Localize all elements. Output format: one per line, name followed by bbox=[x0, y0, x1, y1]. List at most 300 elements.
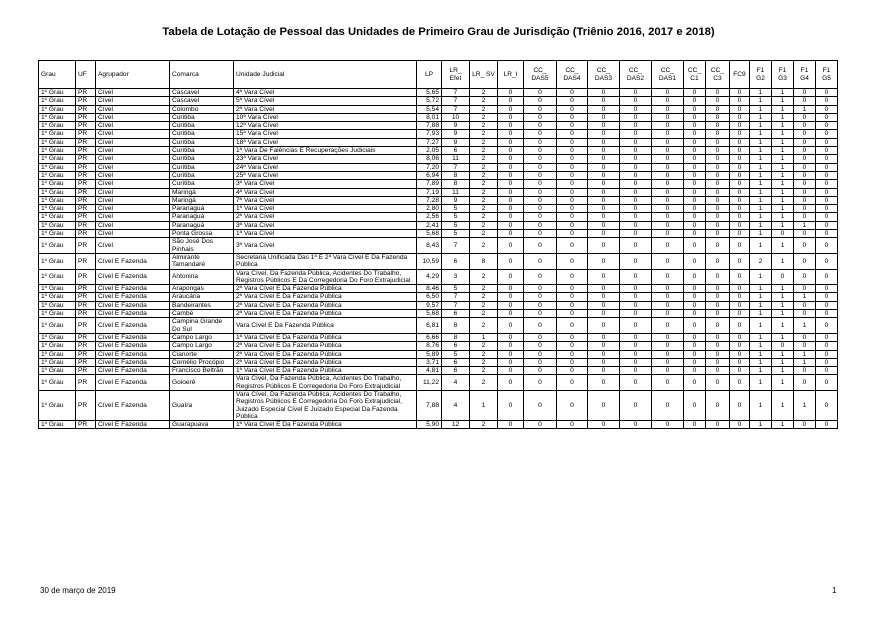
cell-cc-c3: 0 bbox=[706, 367, 730, 375]
cell-cc-das3: 0 bbox=[588, 375, 620, 391]
cell-lr-sv: 2 bbox=[470, 155, 498, 163]
cell-f1-g4: 0 bbox=[794, 180, 816, 188]
cell-uf: PR bbox=[76, 310, 96, 318]
table-header-row bbox=[39, 61, 838, 89]
cell-unidade-judicial: 2ª Vara Cível bbox=[234, 105, 417, 113]
cell-lr-sv: 2 bbox=[470, 89, 498, 97]
cell-cc-c3: 0 bbox=[706, 205, 730, 213]
cell-comarca: Araucária bbox=[170, 293, 234, 301]
cell-lr-efet: 11 bbox=[442, 188, 470, 196]
cell-f1-g4: 0 bbox=[794, 196, 816, 204]
table-row bbox=[39, 188, 838, 196]
cell-f1-g5: 0 bbox=[816, 375, 838, 391]
cell-lr-i: 0 bbox=[498, 269, 524, 285]
cell-lr-i: 0 bbox=[498, 180, 524, 188]
cell-agrupador: Cível E Fazenda bbox=[96, 421, 170, 429]
cell-grau: 1º Grau bbox=[39, 269, 76, 285]
cell-f1-g4: 0 bbox=[794, 421, 816, 429]
cell-cc-c1: 0 bbox=[684, 269, 706, 285]
table-row bbox=[39, 342, 838, 350]
cell-cc-c1: 0 bbox=[684, 147, 706, 155]
cell-f1-g4: 1 bbox=[794, 293, 816, 301]
cell-lp: 9,57 bbox=[417, 301, 442, 309]
cell-lr-efet: 8 bbox=[442, 171, 470, 179]
cell-cc-c1: 0 bbox=[684, 97, 706, 105]
table-row bbox=[39, 269, 838, 285]
cell-cc-das3: 0 bbox=[588, 421, 620, 429]
cell-uf: PR bbox=[76, 390, 96, 420]
cell-f1-g3: 1 bbox=[772, 138, 794, 146]
cell-lr-efet: 9 bbox=[442, 122, 470, 130]
cell-lr-efet: 5 bbox=[442, 350, 470, 358]
cell-lr-efet: 6 bbox=[442, 367, 470, 375]
cell-cc-c3: 0 bbox=[706, 342, 730, 350]
cell-uf: PR bbox=[76, 163, 96, 171]
cell-lr-sv: 2 bbox=[470, 163, 498, 171]
cell-agrupador: Cível E Fazenda bbox=[96, 293, 170, 301]
cell-grau: 1º Grau bbox=[39, 105, 76, 113]
cell-cc-das1: 0 bbox=[652, 213, 684, 221]
cell-cc-das5: 0 bbox=[524, 375, 557, 391]
cell-cc-das2: 0 bbox=[620, 171, 652, 179]
cell-cc-c1: 0 bbox=[684, 196, 706, 204]
table-row bbox=[39, 318, 838, 334]
cell-fc9: 0 bbox=[730, 421, 750, 429]
cell-uf: PR bbox=[76, 213, 96, 221]
cell-f1-g4: 0 bbox=[794, 238, 816, 254]
cell-f1-g3: 0 bbox=[772, 342, 794, 350]
cell-lr-i: 0 bbox=[498, 188, 524, 196]
cell-f1-g5: 0 bbox=[816, 390, 838, 420]
cell-lr-sv: 2 bbox=[470, 97, 498, 105]
cell-lr-i: 0 bbox=[498, 205, 524, 213]
cell-comarca: Paranaguá bbox=[170, 213, 234, 221]
cell-cc-c3: 0 bbox=[706, 333, 730, 341]
cell-cc-das4: 0 bbox=[557, 253, 588, 269]
cell-cc-das4: 0 bbox=[557, 97, 588, 105]
cell-f1-g5: 0 bbox=[816, 238, 838, 254]
cell-f1-g4: 0 bbox=[794, 147, 816, 155]
cell-lr-sv: 2 bbox=[470, 113, 498, 121]
cell-cc-das3: 0 bbox=[588, 238, 620, 254]
cell-lr-sv: 1 bbox=[470, 390, 498, 420]
cell-cc-das1: 0 bbox=[652, 171, 684, 179]
cell-unidade-judicial: 18ª Vara Cível bbox=[234, 138, 417, 146]
cell-comarca: Guarapuava bbox=[170, 421, 234, 429]
column-header-lp: LP bbox=[417, 61, 442, 89]
table-row bbox=[39, 130, 838, 138]
cell-cc-das3: 0 bbox=[588, 293, 620, 301]
cell-unidade-judicial: 3ª Vara Cível bbox=[234, 238, 417, 254]
cell-grau: 1º Grau bbox=[39, 188, 76, 196]
cell-lr-efet: 11 bbox=[442, 155, 470, 163]
cell-f1-g5: 0 bbox=[816, 269, 838, 285]
cell-cc-das5: 0 bbox=[524, 285, 557, 293]
cell-comarca: Cambé bbox=[170, 310, 234, 318]
cell-lp: 5,72 bbox=[417, 97, 442, 105]
cell-grau: 1º Grau bbox=[39, 358, 76, 366]
cell-cc-c3: 0 bbox=[706, 97, 730, 105]
cell-grau: 1º Grau bbox=[39, 213, 76, 221]
cell-agrupador: Cível bbox=[96, 188, 170, 196]
cell-agrupador: Cível bbox=[96, 147, 170, 155]
cell-comarca: Curitiba bbox=[170, 163, 234, 171]
table-row bbox=[39, 171, 838, 179]
cell-unidade-judicial: Vara Cível E Da Fazenda Pública bbox=[234, 318, 417, 334]
cell-lr-i: 0 bbox=[498, 390, 524, 420]
cell-f1-g5: 0 bbox=[816, 97, 838, 105]
cell-lr-efet: 5 bbox=[442, 221, 470, 229]
cell-f1-g5: 0 bbox=[816, 342, 838, 350]
column-header-cc-das4: CC_ DAS4 bbox=[557, 61, 588, 89]
cell-grau: 1º Grau bbox=[39, 421, 76, 429]
cell-unidade-judicial: 2ª Vara Cível E Da Fazenda Pública bbox=[234, 301, 417, 309]
cell-lr-efet: 8 bbox=[442, 318, 470, 334]
cell-comarca: Cascavel bbox=[170, 89, 234, 97]
cell-cc-c3: 0 bbox=[706, 230, 730, 238]
cell-lp: 4,81 bbox=[417, 367, 442, 375]
cell-agrupador: Cível E Fazenda bbox=[96, 342, 170, 350]
cell-fc9: 0 bbox=[730, 180, 750, 188]
cell-f1-g4: 0 bbox=[794, 285, 816, 293]
column-header-cc-c3: CC_ C3 bbox=[706, 61, 730, 89]
cell-cc-das4: 0 bbox=[557, 293, 588, 301]
cell-agrupador: Cível E Fazenda bbox=[96, 390, 170, 420]
cell-f1-g3: 1 bbox=[772, 147, 794, 155]
cell-cc-das2: 0 bbox=[620, 375, 652, 391]
cell-f1-g3: 1 bbox=[772, 171, 794, 179]
cell-f1-g4: 0 bbox=[794, 301, 816, 309]
cell-agrupador: Cível bbox=[96, 155, 170, 163]
cell-unidade-judicial: 23ª Vara Cível bbox=[234, 155, 417, 163]
cell-f1-g4: 0 bbox=[794, 130, 816, 138]
cell-cc-das2: 0 bbox=[620, 269, 652, 285]
cell-agrupador: Cível bbox=[96, 205, 170, 213]
cell-uf: PR bbox=[76, 230, 96, 238]
cell-unidade-judicial: 12ª Vara Cível bbox=[234, 122, 417, 130]
cell-cc-c1: 0 bbox=[684, 105, 706, 113]
cell-cc-das1: 0 bbox=[652, 421, 684, 429]
cell-f1-g3: 1 bbox=[772, 293, 794, 301]
cell-cc-das3: 0 bbox=[588, 213, 620, 221]
cell-f1-g2: 1 bbox=[750, 113, 772, 121]
cell-f1-g5: 0 bbox=[816, 358, 838, 366]
cell-f1-g2: 1 bbox=[750, 350, 772, 358]
cell-lr-i: 0 bbox=[498, 375, 524, 391]
cell-f1-g3: 1 bbox=[772, 213, 794, 221]
cell-lr-sv: 2 bbox=[470, 293, 498, 301]
cell-f1-g5: 0 bbox=[816, 105, 838, 113]
cell-f1-g2: 1 bbox=[750, 318, 772, 334]
cell-agrupador: Cível bbox=[96, 130, 170, 138]
cell-comarca: Francisco Beltrão bbox=[170, 367, 234, 375]
cell-lr-sv: 2 bbox=[470, 205, 498, 213]
cell-cc-das4: 0 bbox=[557, 230, 588, 238]
cell-unidade-judicial: 1ª Vara Cível E Da Fazenda Pública bbox=[234, 367, 417, 375]
cell-cc-das4: 0 bbox=[557, 333, 588, 341]
cell-lr-i: 0 bbox=[498, 301, 524, 309]
cell-unidade-judicial: 24ª Vara Cível bbox=[234, 163, 417, 171]
cell-lp: 6,94 bbox=[417, 171, 442, 179]
cell-cc-c1: 0 bbox=[684, 375, 706, 391]
cell-f1-g4: 0 bbox=[794, 89, 816, 97]
cell-agrupador: Cível E Fazenda bbox=[96, 269, 170, 285]
cell-cc-das1: 0 bbox=[652, 293, 684, 301]
cell-cc-das5: 0 bbox=[524, 213, 557, 221]
cell-unidade-judicial: 2ª Vara Cível E Da Fazenda Pública bbox=[234, 310, 417, 318]
cell-fc9: 0 bbox=[730, 318, 750, 334]
cell-lr-i: 0 bbox=[498, 367, 524, 375]
cell-cc-das5: 0 bbox=[524, 196, 557, 204]
cell-f1-g2: 1 bbox=[750, 97, 772, 105]
cell-f1-g2: 1 bbox=[750, 301, 772, 309]
cell-cc-das1: 0 bbox=[652, 269, 684, 285]
cell-unidade-judicial: 1ª Vara De Falências E Recuperações Judiciais bbox=[234, 147, 417, 155]
cell-f1-g2: 1 bbox=[750, 138, 772, 146]
cell-unidade-judicial: Secretaria Unificada Das 1ª E 2ª Vara Cível E Da Fazenda Pública bbox=[234, 253, 417, 269]
cell-f1-g2: 2 bbox=[750, 253, 772, 269]
cell-comarca: Curitiba bbox=[170, 122, 234, 130]
cell-cc-c1: 0 bbox=[684, 205, 706, 213]
cell-f1-g4: 0 bbox=[794, 253, 816, 269]
cell-cc-c1: 0 bbox=[684, 421, 706, 429]
cell-lp: 7,88 bbox=[417, 390, 442, 420]
cell-cc-das1: 0 bbox=[652, 97, 684, 105]
cell-cc-das4: 0 bbox=[557, 196, 588, 204]
table-row bbox=[39, 163, 838, 171]
cell-cc-c1: 0 bbox=[684, 221, 706, 229]
cell-cc-das1: 0 bbox=[652, 253, 684, 269]
cell-uf: PR bbox=[76, 205, 96, 213]
cell-fc9: 0 bbox=[730, 253, 750, 269]
cell-f1-g3: 1 bbox=[772, 375, 794, 391]
cell-lr-efet: 5 bbox=[442, 213, 470, 221]
cell-f1-g2: 1 bbox=[750, 188, 772, 196]
column-header-cc-das1: CC_ DAS1 bbox=[652, 61, 684, 89]
cell-lp: 7,28 bbox=[417, 196, 442, 204]
table-row bbox=[39, 155, 838, 163]
table-body bbox=[39, 89, 838, 429]
column-header-uf: UF bbox=[76, 61, 96, 89]
cell-cc-das1: 0 bbox=[652, 188, 684, 196]
cell-lr-efet: 5 bbox=[442, 285, 470, 293]
cell-cc-das4: 0 bbox=[557, 375, 588, 391]
cell-comarca: Campo Largo bbox=[170, 342, 234, 350]
cell-grau: 1º Grau bbox=[39, 163, 76, 171]
cell-cc-das1: 0 bbox=[652, 205, 684, 213]
cell-cc-das3: 0 bbox=[588, 221, 620, 229]
cell-cc-c3: 0 bbox=[706, 350, 730, 358]
cell-lp: 10,59 bbox=[417, 253, 442, 269]
cell-comarca: Cianorte bbox=[170, 350, 234, 358]
cell-f1-g2: 1 bbox=[750, 163, 772, 171]
cell-cc-das4: 0 bbox=[557, 147, 588, 155]
cell-cc-c3: 0 bbox=[706, 89, 730, 97]
cell-lp: 8,76 bbox=[417, 342, 442, 350]
cell-cc-das3: 0 bbox=[588, 130, 620, 138]
cell-cc-das5: 0 bbox=[524, 147, 557, 155]
cell-cc-das2: 0 bbox=[620, 97, 652, 105]
cell-grau: 1º Grau bbox=[39, 375, 76, 391]
table-row bbox=[39, 230, 838, 238]
cell-cc-das1: 0 bbox=[652, 333, 684, 341]
cell-lr-i: 0 bbox=[498, 285, 524, 293]
cell-grau: 1º Grau bbox=[39, 89, 76, 97]
cell-lr-i: 0 bbox=[498, 253, 524, 269]
cell-cc-das3: 0 bbox=[588, 205, 620, 213]
cell-cc-c3: 0 bbox=[706, 180, 730, 188]
cell-cc-das1: 0 bbox=[652, 350, 684, 358]
cell-cc-c1: 0 bbox=[684, 89, 706, 97]
cell-fc9: 0 bbox=[730, 196, 750, 204]
cell-uf: PR bbox=[76, 122, 96, 130]
cell-f1-g4: 0 bbox=[794, 230, 816, 238]
column-header-f1-g3: F1 G3 bbox=[772, 61, 794, 89]
cell-cc-das3: 0 bbox=[588, 113, 620, 121]
cell-cc-c3: 0 bbox=[706, 238, 730, 254]
cell-uf: PR bbox=[76, 285, 96, 293]
cell-fc9: 0 bbox=[730, 238, 750, 254]
cell-cc-das3: 0 bbox=[588, 342, 620, 350]
cell-grau: 1º Grau bbox=[39, 285, 76, 293]
cell-cc-das5: 0 bbox=[524, 390, 557, 420]
cell-lp: 7,93 bbox=[417, 130, 442, 138]
cell-cc-das1: 0 bbox=[652, 390, 684, 420]
cell-cc-das3: 0 bbox=[588, 97, 620, 105]
cell-agrupador: Cível bbox=[96, 105, 170, 113]
cell-lr-efet: 3 bbox=[442, 269, 470, 285]
cell-uf: PR bbox=[76, 301, 96, 309]
cell-cc-c1: 0 bbox=[684, 238, 706, 254]
cell-lr-efet: 10 bbox=[442, 113, 470, 121]
cell-uf: PR bbox=[76, 253, 96, 269]
cell-agrupador: Cível E Fazenda bbox=[96, 301, 170, 309]
cell-cc-das5: 0 bbox=[524, 105, 557, 113]
cell-unidade-judicial: 2ª Vara Cível E Da Fazenda Pública bbox=[234, 342, 417, 350]
cell-lp: 3,71 bbox=[417, 358, 442, 366]
cell-comarca: Paranaguá bbox=[170, 205, 234, 213]
cell-f1-g4: 0 bbox=[794, 205, 816, 213]
cell-f1-g5: 0 bbox=[816, 333, 838, 341]
cell-cc-c3: 0 bbox=[706, 213, 730, 221]
cell-lp: 11,22 bbox=[417, 375, 442, 391]
cell-lr-efet: 7 bbox=[442, 97, 470, 105]
cell-f1-g2: 1 bbox=[750, 122, 772, 130]
cell-comarca: Curitiba bbox=[170, 155, 234, 163]
cell-agrupador: Cível bbox=[96, 171, 170, 179]
cell-agrupador: Cível E Fazenda bbox=[96, 367, 170, 375]
cell-grau: 1º Grau bbox=[39, 147, 76, 155]
cell-cc-das4: 0 bbox=[557, 221, 588, 229]
cell-comarca: Bandeirantes bbox=[170, 301, 234, 309]
cell-cc-das3: 0 bbox=[588, 390, 620, 420]
table-row bbox=[39, 421, 838, 429]
cell-unidade-judicial: 3ª Vara Cível bbox=[234, 221, 417, 229]
cell-f1-g2: 1 bbox=[750, 230, 772, 238]
cell-fc9: 0 bbox=[730, 89, 750, 97]
cell-cc-das5: 0 bbox=[524, 318, 557, 334]
cell-lr-i: 0 bbox=[498, 310, 524, 318]
cell-lp: 2,41 bbox=[417, 221, 442, 229]
cell-lr-efet: 12 bbox=[442, 421, 470, 429]
cell-cc-das2: 0 bbox=[620, 130, 652, 138]
cell-cc-das2: 0 bbox=[620, 89, 652, 97]
cell-uf: PR bbox=[76, 367, 96, 375]
cell-cc-das4: 0 bbox=[557, 188, 588, 196]
cell-f1-g5: 0 bbox=[816, 221, 838, 229]
cell-f1-g5: 0 bbox=[816, 155, 838, 163]
cell-lr-i: 0 bbox=[498, 230, 524, 238]
cell-lp: 4,29 bbox=[417, 269, 442, 285]
cell-cc-das2: 0 bbox=[620, 238, 652, 254]
cell-cc-das2: 0 bbox=[620, 301, 652, 309]
cell-f1-g2: 1 bbox=[750, 358, 772, 366]
cell-cc-c1: 0 bbox=[684, 155, 706, 163]
table-row bbox=[39, 358, 838, 366]
cell-lp: 2,80 bbox=[417, 205, 442, 213]
cell-agrupador: Cível bbox=[96, 122, 170, 130]
cell-comarca: Colombo bbox=[170, 105, 234, 113]
cell-cc-das5: 0 bbox=[524, 188, 557, 196]
cell-uf: PR bbox=[76, 155, 96, 163]
cell-agrupador: Cível E Fazenda bbox=[96, 285, 170, 293]
cell-lr-i: 0 bbox=[498, 333, 524, 341]
cell-grau: 1º Grau bbox=[39, 293, 76, 301]
cell-cc-c3: 0 bbox=[706, 301, 730, 309]
cell-f1-g2: 1 bbox=[750, 285, 772, 293]
table-row bbox=[39, 213, 838, 221]
cell-cc-das4: 0 bbox=[557, 238, 588, 254]
cell-cc-c1: 0 bbox=[684, 367, 706, 375]
cell-f1-g2: 1 bbox=[750, 196, 772, 204]
cell-cc-das1: 0 bbox=[652, 196, 684, 204]
cell-f1-g3: 1 bbox=[772, 421, 794, 429]
cell-cc-c1: 0 bbox=[684, 285, 706, 293]
table-row bbox=[39, 375, 838, 391]
cell-cc-das2: 0 bbox=[620, 421, 652, 429]
cell-cc-das3: 0 bbox=[588, 188, 620, 196]
cell-lr-efet: 7 bbox=[442, 238, 470, 254]
cell-lr-efet: 6 bbox=[442, 147, 470, 155]
cell-uf: PR bbox=[76, 350, 96, 358]
cell-f1-g2: 1 bbox=[750, 171, 772, 179]
cell-agrupador: Cível E Fazenda bbox=[96, 318, 170, 334]
cell-cc-c1: 0 bbox=[684, 358, 706, 366]
cell-cc-c3: 0 bbox=[706, 269, 730, 285]
cell-cc-das4: 0 bbox=[557, 350, 588, 358]
table-row bbox=[39, 196, 838, 204]
cell-cc-c3: 0 bbox=[706, 375, 730, 391]
cell-grau: 1º Grau bbox=[39, 130, 76, 138]
cell-unidade-judicial: 2ª Vara Cível bbox=[234, 213, 417, 221]
cell-cc-das5: 0 bbox=[524, 333, 557, 341]
cell-lr-sv: 2 bbox=[470, 310, 498, 318]
cell-cc-das2: 0 bbox=[620, 350, 652, 358]
cell-lr-efet: 7 bbox=[442, 105, 470, 113]
cell-cc-das1: 0 bbox=[652, 130, 684, 138]
cell-comarca: Maringá bbox=[170, 188, 234, 196]
cell-cc-das3: 0 bbox=[588, 301, 620, 309]
cell-cc-das4: 0 bbox=[557, 367, 588, 375]
cell-cc-das3: 0 bbox=[588, 89, 620, 97]
cell-lr-i: 0 bbox=[498, 147, 524, 155]
cell-fc9: 0 bbox=[730, 342, 750, 350]
cell-f1-g3: 1 bbox=[772, 113, 794, 121]
cell-cc-das3: 0 bbox=[588, 310, 620, 318]
cell-cc-c3: 0 bbox=[706, 138, 730, 146]
cell-cc-c3: 0 bbox=[706, 293, 730, 301]
cell-fc9: 0 bbox=[730, 367, 750, 375]
